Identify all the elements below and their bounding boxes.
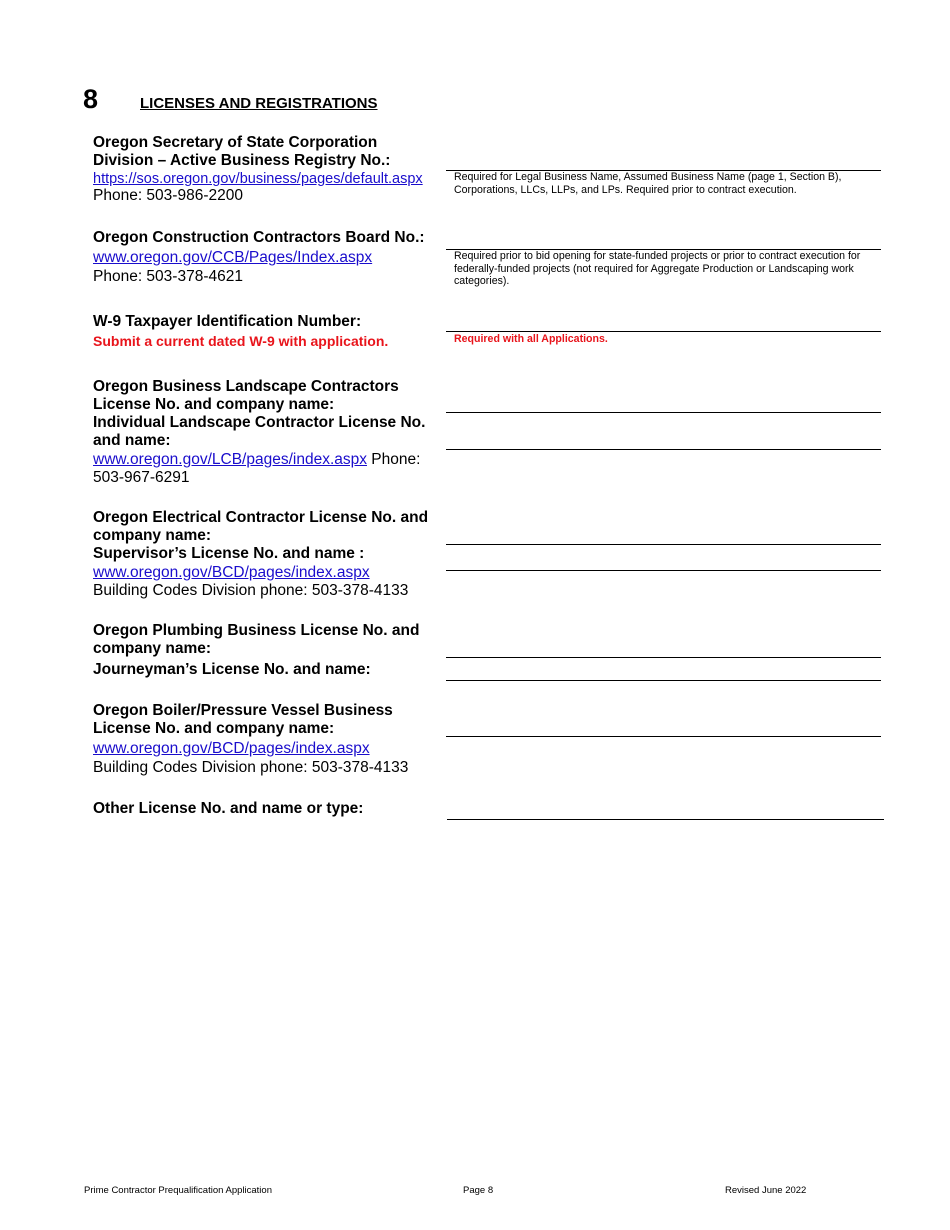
boiler-label: Oregon Boiler/Pressure Vessel Business License No. and company name:	[93, 702, 393, 737]
plumbing-business-field[interactable]	[446, 657, 881, 658]
electrical-supervisor-field[interactable]	[446, 570, 881, 571]
boiler-link[interactable]: www.oregon.gov/BCD/pages/index.aspx	[93, 740, 370, 757]
section-title: LICENSES AND REGISTRATIONS	[140, 95, 378, 112]
landscape-business-field[interactable]	[446, 412, 881, 413]
electrical-supervisor-label: Supervisor’s License No. and name :	[93, 545, 365, 562]
electrical-phone: Building Codes Division phone: 503-378-4133	[93, 582, 409, 599]
landscape-individual-field[interactable]	[446, 449, 881, 450]
boiler-phone: Building Codes Division phone: 503-378-4133	[93, 759, 409, 776]
plumbing-business-label: Oregon Plumbing Business License No. and company name:	[93, 622, 420, 657]
landscape-phone: Phone: 503-967-6291	[93, 451, 421, 486]
ccb-note: Required prior to bid opening for state-funded projects or prior to contract execution for federally-funded projects (not required for Aggregate Production or Landscaping work categories).	[454, 250, 861, 287]
plumbing-journeyman-field[interactable]	[446, 680, 881, 681]
w9-note: Required with all Applications.	[454, 333, 608, 345]
plumbing-journeyman-label: Journeyman’s License No. and name:	[93, 661, 371, 678]
registry-link[interactable]: https://sos.oregon.gov/business/pages/default.aspx	[93, 171, 423, 187]
w9-number-field[interactable]	[446, 331, 881, 332]
w9-label: W-9 Taxpayer Identification Number:	[93, 313, 362, 330]
registry-label: Oregon Secretary of State Corporation Division – Active Business Registry No.:	[93, 134, 391, 169]
other-license-label: Other License No. and name or type:	[93, 800, 364, 817]
ccb-link[interactable]: www.oregon.gov/CCB/Pages/Index.aspx	[93, 249, 373, 266]
electrical-link[interactable]: www.oregon.gov/BCD/pages/index.aspx	[93, 564, 370, 581]
registry-phone: Phone: 503-986-2200	[93, 187, 243, 204]
landscape-link[interactable]: www.oregon.gov/LCB/pages/index.aspx	[93, 451, 367, 468]
landscape-business-label: Oregon Business Landscape Contractors License No. and company name:	[93, 378, 399, 413]
section-number: 8	[83, 84, 99, 114]
w9-instruction: Submit a current dated W-9 with application.	[93, 333, 389, 349]
footer-form-name: Prime Contractor Prequalification Application	[84, 1185, 272, 1196]
landscape-contact	[93, 451, 438, 487]
electrical-business-label: Oregon Electrical Contractor License No. and company name:	[93, 509, 429, 544]
footer-page-number: Page 8	[463, 1185, 494, 1196]
footer-revision-date: Revised June 2022	[725, 1185, 807, 1196]
landscape-individual-label: Individual Landscape Contractor License No. and name:	[93, 414, 426, 449]
ccb-phone: Phone: 503-378-4621	[93, 268, 243, 285]
other-license-field[interactable]	[447, 819, 884, 820]
ccb-label: Oregon Construction Contractors Board No.:	[93, 229, 425, 246]
electrical-business-field[interactable]	[446, 544, 881, 545]
registry-note: Required for Legal Business Name, Assumed Business Name (page 1, Section B), Corporations, LLCs, LLPs, and LPs. Required prior to contract execution.	[454, 171, 842, 196]
boiler-field[interactable]	[446, 736, 881, 737]
